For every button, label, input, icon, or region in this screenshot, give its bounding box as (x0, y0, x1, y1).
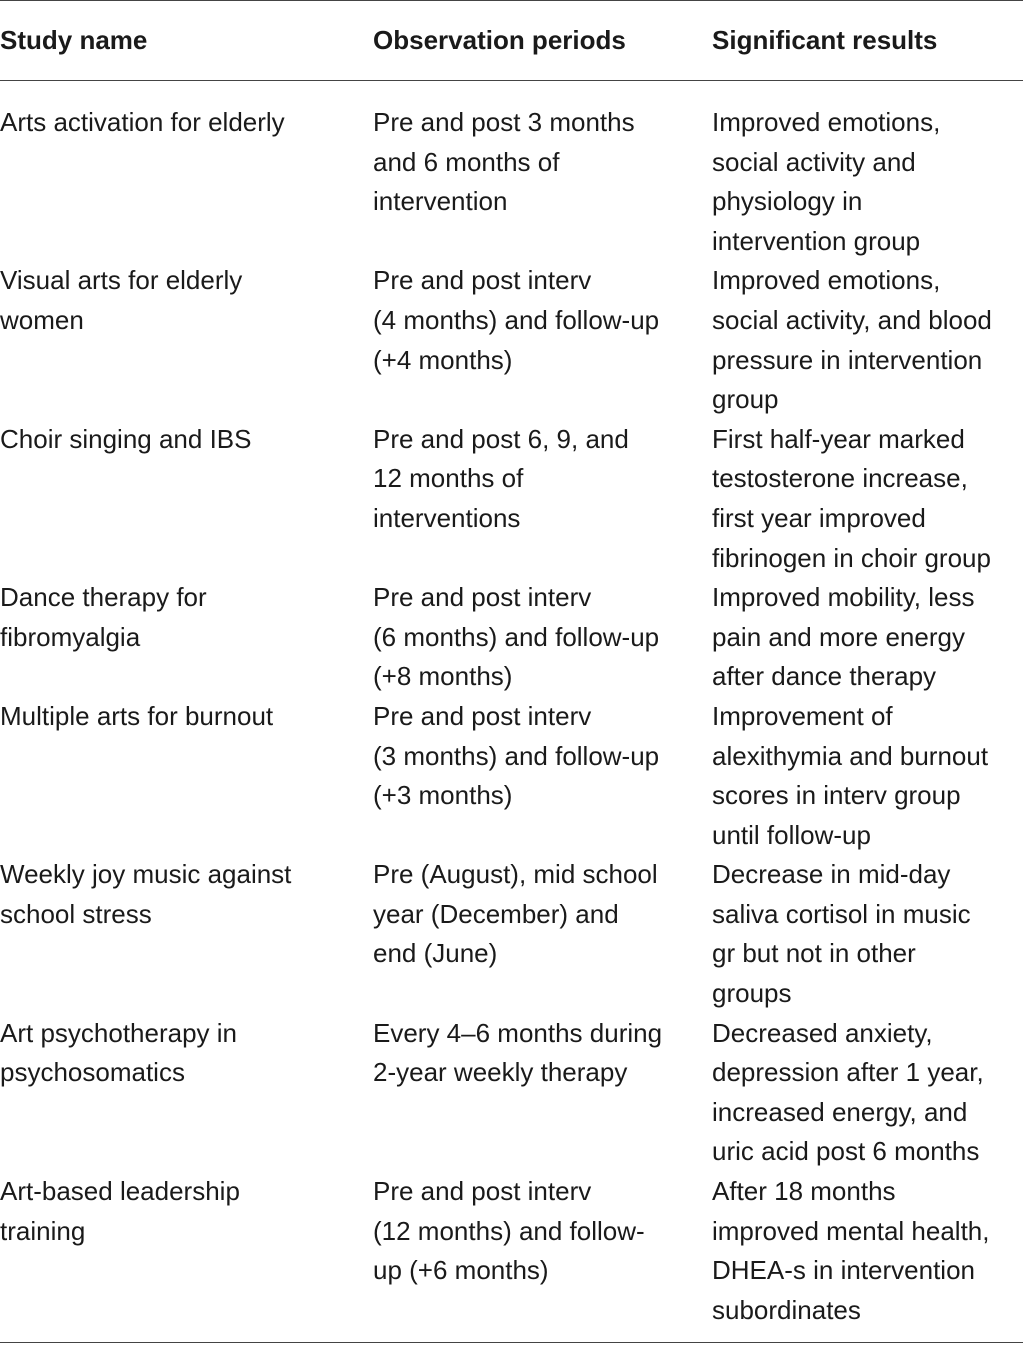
table-row (0, 855, 1023, 1013)
cell-observation-periods-text: Pre (August), mid school year (December) and end (June) (373, 859, 658, 969)
cell-study-name-text: Choir singing and IBS (0, 423, 252, 454)
cell-observation-periods (373, 261, 712, 419)
table-row (0, 81, 1023, 262)
table-row (0, 1014, 1023, 1172)
cell-study-name (0, 81, 373, 262)
cell-study-name (0, 1014, 373, 1172)
table-header (0, 1, 1023, 81)
cell-significant-results-text: Improved emotions, social activity and physiology in intervention group (712, 107, 941, 256)
cell-observation-periods (373, 1014, 712, 1172)
cell-study-name (0, 420, 373, 578)
cell-significant-results (712, 855, 1023, 1013)
cell-observation-periods-text: Pre and post 6, 9, and 12 months of interventions (373, 423, 629, 533)
cell-study-name (0, 697, 373, 855)
cell-observation-periods-text: Pre and post 3 months and 6 months of intervention (373, 107, 635, 217)
cell-study-name-text: Weekly joy music against school stress (0, 859, 292, 929)
cell-observation-periods-text: Pre and post interv (12 months) and follow- up (+6 months) (373, 1176, 645, 1286)
cell-significant-results (712, 1172, 1023, 1343)
cell-study-name-text: Multiple arts for burnout (0, 700, 274, 731)
header-study-name: Study name (0, 1, 373, 81)
cell-observation-periods (373, 81, 712, 262)
cell-significant-results-text: First half-year marked testosterone increase, first year improved fibrinogen in choir group (712, 423, 991, 573)
header-row (0, 1, 1023, 81)
cell-study-name (0, 1172, 373, 1343)
cell-significant-results (712, 81, 1023, 262)
cell-observation-periods-text: Pre and post interv (6 months) and follow-up (+8 months) (373, 582, 660, 692)
cell-study-name-text: Dance therapy for fibromyalgia (0, 582, 207, 652)
cell-observation-periods (373, 1172, 712, 1343)
cell-significant-results (712, 420, 1023, 578)
cell-study-name-text: Art psychotherapy in psychosomatics (0, 1017, 238, 1088)
cell-significant-results (712, 697, 1023, 855)
cell-observation-periods (373, 697, 712, 855)
cell-observation-periods-text: Pre and post interv (4 months) and follow-up (+4 months) (373, 265, 660, 375)
cell-significant-results-text: Improved mobility, less pain and more energy after dance therapy (712, 582, 975, 692)
header-significant-results: Significant results (712, 1, 1023, 81)
cell-observation-periods-text: Every 4–6 months during 2-year weekly therapy (373, 1017, 663, 1088)
cell-significant-results-text: Improved emotions, social activity, and blood pressure in intervention group (712, 265, 992, 415)
header-observation-periods: Observation periods (373, 1, 712, 81)
cell-observation-periods (373, 420, 712, 578)
cell-study-name (0, 855, 373, 1013)
cell-significant-results-text: Decreased anxiety, depression after 1 year, increased energy, and uric acid post 6 months (712, 1017, 984, 1167)
cell-significant-results (712, 261, 1023, 419)
table-body (0, 81, 1023, 1343)
cell-observation-periods (373, 578, 712, 697)
table-row (0, 697, 1023, 855)
cell-significant-results (712, 578, 1023, 697)
table-row (0, 578, 1023, 697)
cell-study-name (0, 578, 373, 697)
cell-significant-results-text: After 18 months improved mental health, DHEA-s in intervention subordinates (712, 1176, 990, 1325)
cell-observation-periods-text: Pre and post interv (3 months) and follow-up (+3 months) (373, 700, 660, 811)
cell-observation-periods (373, 855, 712, 1013)
cell-study-name-text: Art-based leadership training (0, 1176, 240, 1246)
cell-study-name-text: Arts activation for elderly (0, 107, 285, 137)
cell-study-name (0, 261, 373, 419)
cell-significant-results-text: Decrease in mid-day saliva cortisol in music gr but not in other groups (712, 859, 971, 1009)
cell-significant-results-text: Improvement of alexithymia and burnout scores in interv group until follow-up (712, 700, 989, 850)
cell-significant-results (712, 1014, 1023, 1172)
table-row (0, 420, 1023, 578)
cell-study-name-text: Visual arts for elderly women (0, 265, 243, 335)
table-row (0, 1172, 1023, 1343)
table-row (0, 261, 1023, 419)
